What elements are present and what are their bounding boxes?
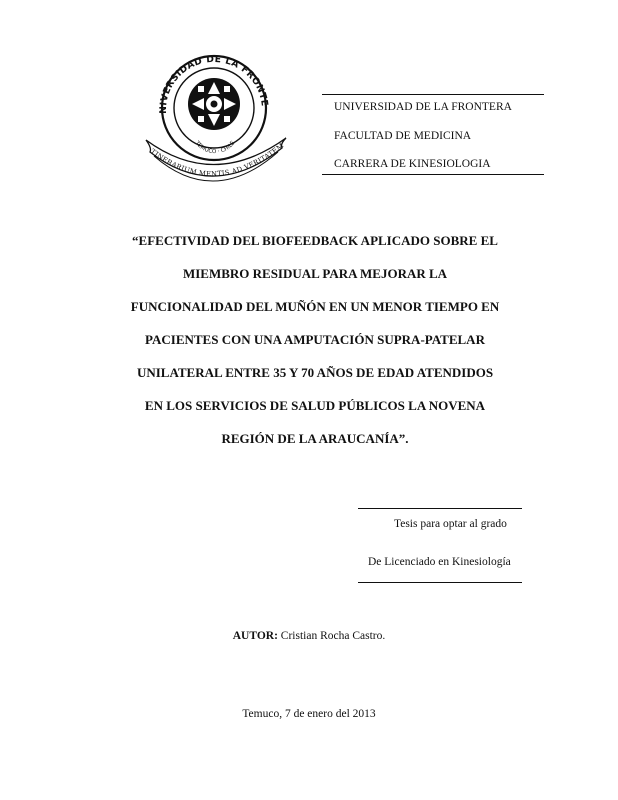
title-line: PACIENTES CON UNA AMPUTACIÓN SUPRA-PATELAR (145, 332, 485, 347)
author-name: Cristian Rocha Castro. (277, 630, 386, 642)
degree-bottom-rule (358, 582, 522, 583)
seal-top-text: NIVERSIDAD DE LA FRONTE (157, 53, 270, 114)
title-line: UNILATERAL ENTRE 35 Y 70 AÑOS DE EDAD ATENDIDOS (136, 365, 494, 380)
faculty-name: FACULTAD DE MEDICINA (334, 130, 472, 142)
career-name: CARRERA DE KINESIOLOGIA (334, 158, 491, 170)
university-seal (142, 52, 302, 192)
title-line: MIEMBRO RESIDUAL PARA MEJORAR LA (182, 266, 448, 281)
institution-top-rule (322, 94, 544, 95)
title-line: EN LOS SERVICIOS DE SALUD PÚBLICOS LA NOVENA (144, 398, 486, 413)
university-name: UNIVERSIDAD DE LA FRONTERA (334, 101, 512, 113)
institution-bottom-rule (322, 174, 544, 175)
author-label: AUTOR: (232, 630, 278, 642)
seal-logo-icon (142, 52, 302, 192)
title-line: REGIÓN DE LA ARAUCANÍA”. (221, 431, 409, 446)
author-line (0, 630, 618, 642)
date-line: Temuco, 7 de enero del 2013 (242, 708, 376, 720)
degree-top-rule (358, 508, 522, 509)
degree-line-1: Tesis para optar al grado (394, 518, 507, 530)
degree-line-2: De Licenciado en Kinesiología (368, 556, 511, 568)
title-line: “EFECTIVIDAD DEL BIOFEEDBACK APLICADO SOBRE EL (132, 233, 498, 248)
title-line: FUNCIONALIDAD DEL MUÑÓN EN UN MENOR TIEMPO EN (130, 299, 500, 314)
seal-city-text: TEMUCO · CHILE (193, 140, 237, 156)
seal-motto: TINERARIUM MENTIS AD VERITATEM (148, 141, 286, 179)
